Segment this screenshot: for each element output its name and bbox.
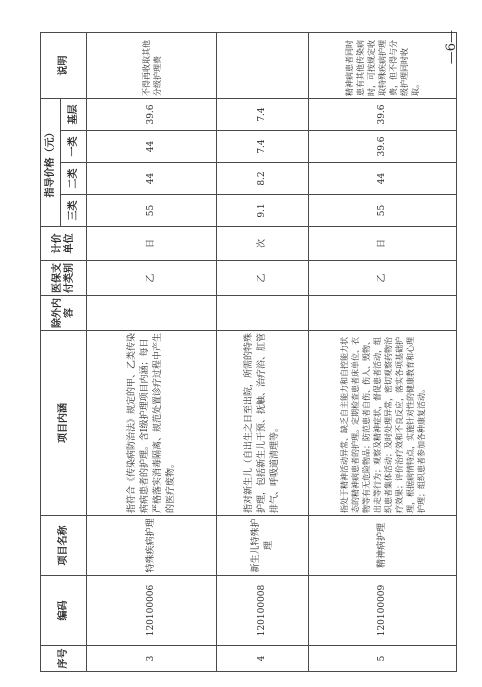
row-content: 指处于精神活动异常、缺乏自主能力和自控能力状态的精神病患者的护理。定期检查患者床单位、衣物等有无危险物品；防范患者自伤、伤人、毁物、出走等行为；观察及精神症状，督促患者活动，组织患者集体活动；及时处理异常，密切观察药物治疗效果；评价治疗效和不良反应，落实各项基础护理，根据病情特点，实施针对性的健康教育和心理护理；组织患者参加各种康复活动。	[309, 331, 457, 516]
header-seq: 序号	[41, 646, 87, 672]
header-insurance: 医保支付类别	[41, 261, 87, 296]
row-price-grade2: 44	[309, 163, 457, 195]
row-price-grade3: 55	[309, 195, 457, 227]
row-seq: 4	[217, 646, 309, 672]
row-exclusion	[309, 296, 457, 331]
row-seq: 3	[87, 646, 217, 672]
row-exclusion	[87, 296, 217, 331]
table-row	[87, 33, 217, 672]
row-price-grade1: 39.6	[309, 131, 457, 163]
row-price-grade2: 8.2	[217, 163, 309, 195]
header-name: 项目名称	[41, 516, 87, 576]
row-name: 特殊疾病护理	[87, 516, 217, 576]
row-code: 120100008	[217, 576, 309, 646]
row-content: 指符合《传染病防治法》规定的甲、乙类传染病病患者的护理。含Ⅰ级护理项目内涵；每日严格落实消毒隔离、规范处置诊疗过程中产生的医疗废物。	[87, 331, 217, 516]
row-price-grade3: 55	[87, 195, 217, 227]
header-grade-base: 基层	[61, 99, 87, 131]
row-code: 120100006	[87, 576, 217, 646]
row-unit: 日	[309, 227, 457, 261]
row-name: 新生儿特殊护理	[217, 516, 309, 576]
price-table	[40, 32, 457, 672]
row-insurance: 乙	[309, 261, 457, 296]
row-note: 不得再收取其他分级护理费	[87, 33, 217, 99]
row-unit: 次	[217, 227, 309, 261]
header-unit: 计价单位	[41, 227, 87, 261]
header-grade3: 三类	[61, 195, 87, 227]
row-price-grade2: 44	[87, 163, 217, 195]
row-price-grade3: 9.1	[217, 195, 309, 227]
row-price-base: 39.6	[309, 99, 457, 131]
header-price-group: 指导价格（元）	[41, 99, 61, 227]
header-row-1	[41, 33, 61, 672]
row-price-base: 7.4	[217, 99, 309, 131]
row-insurance: 乙	[87, 261, 217, 296]
row-code: 120100009	[309, 576, 457, 646]
header-grade1: 一类	[61, 131, 87, 163]
table-row	[217, 33, 309, 672]
header-content: 项目内涵	[41, 331, 87, 516]
row-price-base: 39.6	[87, 99, 217, 131]
row-content: 指对新生儿（自出生之日至出院，所需的特殊护理，包括新生儿干预、抚触、治疗浴、肛管排气、呼吸道清理等。	[217, 331, 309, 516]
header-exclusion: 除外内容	[41, 296, 87, 331]
row-name: 精神病护理	[309, 516, 457, 576]
header-note: 说明	[41, 33, 87, 99]
row-seq: 5	[309, 646, 457, 672]
row-price-grade1: 44	[87, 131, 217, 163]
header-grade2: 二类	[61, 163, 87, 195]
row-exclusion	[217, 296, 309, 331]
row-note: 精神病患者同时患有其他传染病时，可按规定收取特殊疾病护理费，但不得与分级护理同时收取。	[309, 33, 457, 99]
header-code: 编码	[41, 576, 87, 646]
table-row	[309, 33, 457, 672]
row-unit: 日	[87, 227, 217, 261]
row-insurance: 乙	[217, 261, 309, 296]
page-number: —6—	[444, 30, 459, 65]
row-price-grade1: 7.4	[217, 131, 309, 163]
row-note	[217, 33, 309, 99]
